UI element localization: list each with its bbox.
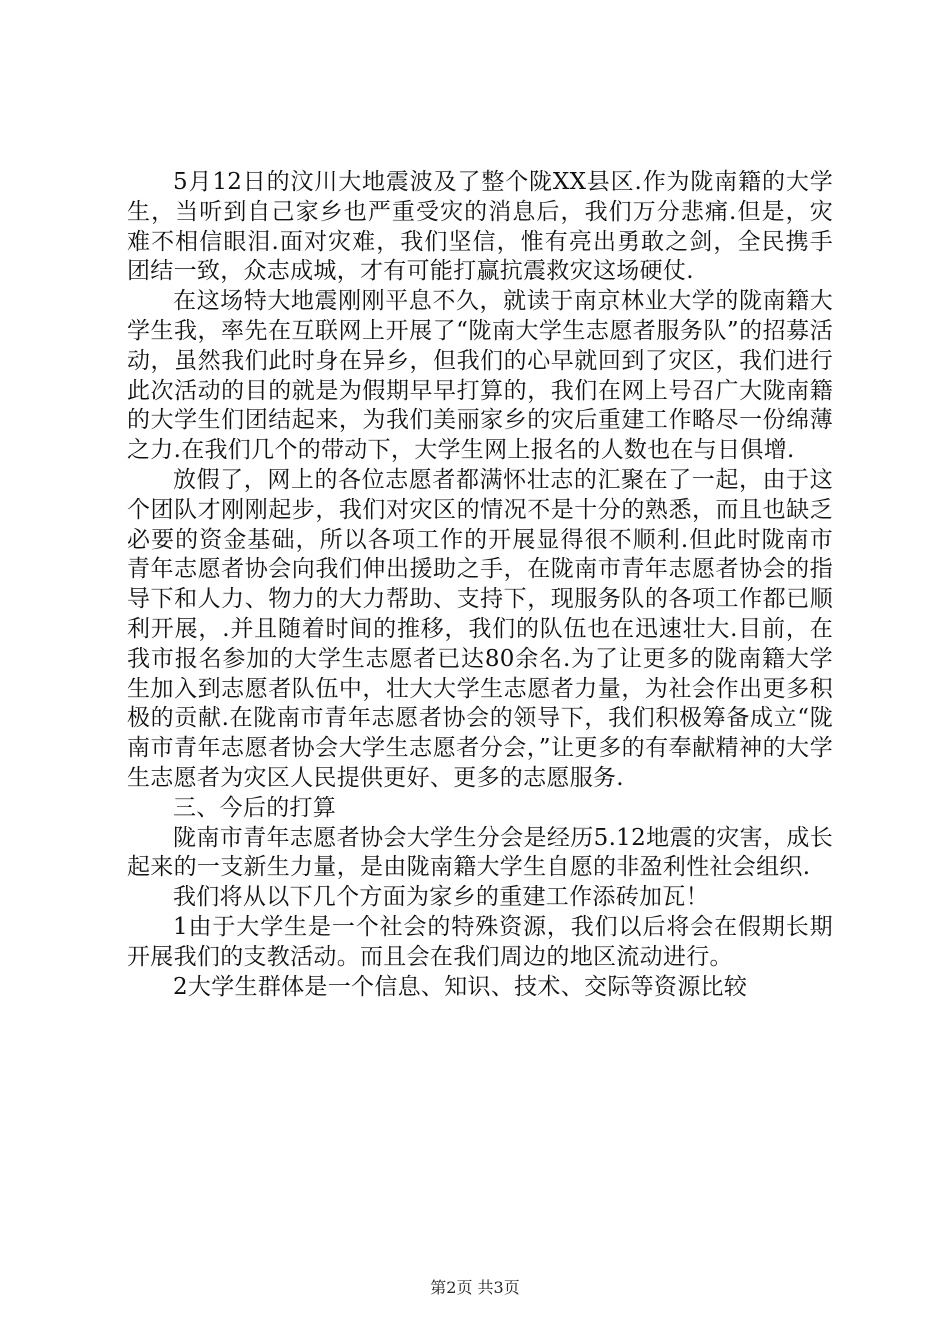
paragraph-earthquake-intro: 5月12日的汶川大地震波及了整个陇XX县区.作为陇南籍的大学生，当听到自己家乡也严重受灾的消息后，我们万分悲痛.但是，灾难不相信眼泪.面对灾难，我们坚信，惟有亮出勇敢之剑，全民携手团结一致，众志成城，才有可能打赢抗震救灾这场硬仗. (127, 169, 833, 285)
document-body (127, 168, 833, 1002)
paragraph-branch-description: 陇南市青年志愿者协会大学生分会是经历5.12地震的灾害，成长起来的一支新生力量，是由陇南籍大学生自愿的非盈利性社会组织. (127, 824, 833, 881)
paragraph-plans-intro: 我们将从以下几个方面为家乡的重建工作添砖加瓦！ (173, 884, 709, 911)
page-footer: 第2页 共3页 (430, 1278, 520, 1297)
paragraph-plan-item-1: 1由于大学生是一个社会的特殊资源，我们以后将会在假期长期开展我们的支教活动。而且会在我们周边的地区流动进行。 (127, 913, 833, 970)
paragraph-volunteer-recruitment: 在这场特大地震刚刚平息不久，就读于南京林业大学的陇南籍大学生我，率先在互联网上开展了“陇南大学生志愿者服务队”的招募活动，虽然我们此时身在异乡，但我们的心早就回到了灾区，我们进行此次活动的目的就是为假期早早打算的，我们在网上号召广大陇南籍的大学生们团结起来，为我们美丽家乡的灾后重建工作略尽一份绵薄之力.在我们几个的带动下，大学生网上报名的人数也在与日俱增. (127, 288, 833, 464)
section-heading-future-plans: 三、今后的打算 (173, 794, 337, 821)
paragraph-plan-item-2: 2大学生群体是一个信息、知识、技术、交际等资源比较 (173, 973, 748, 1000)
paragraph-holiday-progress: 放假了，网上的各位志愿者都满怀壮志的汇聚在了一起，由于这个团队才刚刚起步，我们对灾区的情况不是十分的熟悉，而且也缺乏必要的资金基础，所以各项工作的开展显得很不顺利.但此时陇南市青年志愿者协会向我们伸出援助之手，在陇南市青年志愿者协会的指导下和人力、物力的大力帮助、支持下，现服务队的各项工作都已顺利开展，.并且随着时间的推移，我们的队伍也在迅速壮大.目前，在我市报名参加的大学生志愿者已达80余名.为了让更多的陇南籍大学生加入到志愿者队伍中，壮大大学生志愿者力量，为社会作出更多积极的贡献.在陇南市青年志愿者协会的领导下，我们积极筹备成立“陇南市青年志愿者协会大学生志愿者分会，”让更多的有奉献精神的大学生志愿者为灾区人民提供更好、更多的志愿服务. (127, 466, 833, 791)
